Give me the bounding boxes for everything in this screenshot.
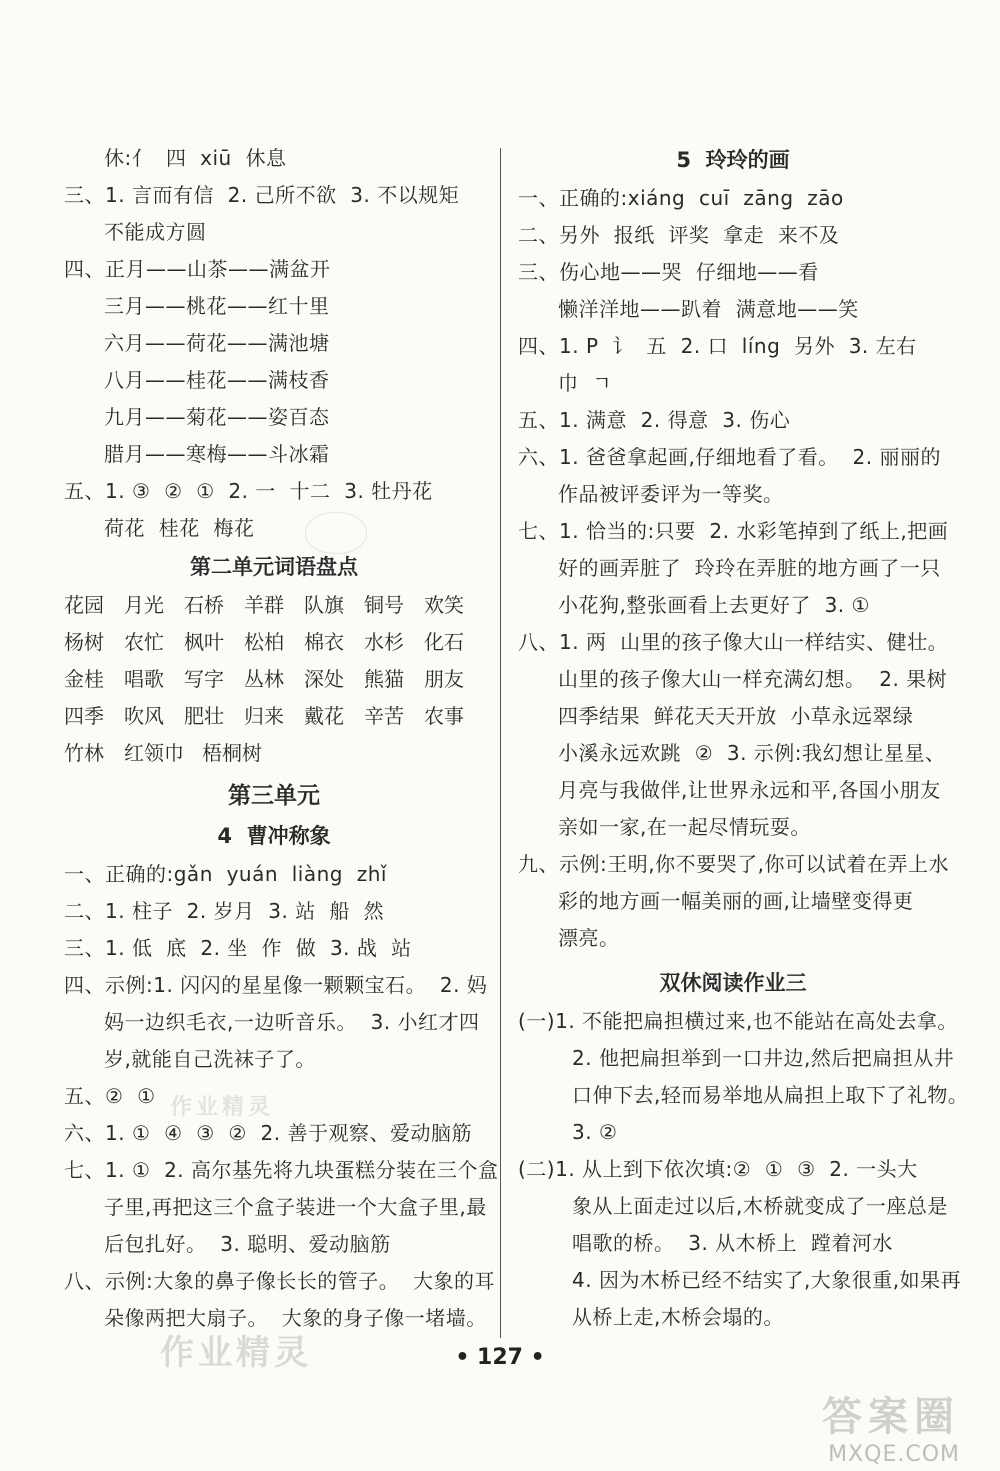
answer-line: 四、1. P 讠 五 2. 口 líng 另外 3. 左右	[518, 334, 917, 358]
answer-line: 九月——菊花——姿百态	[104, 405, 330, 429]
answer-line: 好的画弄脏了 玲玲在弄脏的地方画了一只	[558, 556, 941, 580]
vocab-word: 四季	[64, 704, 104, 728]
vocab-word: 枫叶	[184, 630, 224, 654]
answer-line: 2. 他把扁担举到一口井边,然后把扁担从井	[572, 1046, 955, 1070]
vocab-word: 朋友	[424, 667, 464, 691]
answer-line: (二)1. 从上到下依次填:② ① ③ 2. 一头大	[518, 1157, 918, 1181]
vocab-word: 金桂	[64, 667, 104, 691]
answer-line: 二、1. 柱子 2. 岁月 3. 站 船 然	[64, 899, 385, 923]
answer-line: 后包扎好。 3. 聪明、爱动脑筋	[104, 1232, 391, 1256]
vocab-word: 水杉	[364, 630, 404, 654]
answer-line: 3. ②	[572, 1120, 618, 1144]
vocab-word: 化石	[424, 630, 464, 654]
answer-line: 亲如一家,在一起尽情玩耍。	[558, 815, 811, 839]
vocab-word: 石桥	[184, 593, 224, 617]
answer-line: 口伸下去,轻而易举地从扁担上取下了礼物。	[572, 1083, 969, 1107]
page-number: • 127 •	[455, 1345, 545, 1370]
vocab-word: 辛苦	[364, 704, 404, 728]
logo-url: MXQE.COM	[828, 1442, 960, 1467]
answer-line: 漂亮。	[558, 926, 620, 950]
answer-line: 七、1. 恰当的:只要 2. 水彩笔掉到了纸上,把画	[518, 519, 949, 543]
column-divider	[500, 148, 501, 1338]
vocab-word: 农忙	[124, 630, 164, 654]
answer-line: 三、1. 低 底 2. 坐 作 做 3. 战 站	[64, 936, 412, 960]
vocab-row	[64, 735, 484, 772]
weekend-reading-heading: 双休阅读作业三	[659, 971, 807, 995]
answer-line: 唱歌的桥。 3. 从木桥上 蹚着河水	[572, 1231, 893, 1255]
watermark-logo	[780, 1385, 960, 1467]
vocab-word: 花园	[64, 593, 104, 617]
vocab-word: 铜号	[364, 593, 404, 617]
vocab-row	[64, 661, 484, 698]
vocab-word: 红领巾	[124, 741, 184, 765]
answer-line: (一)1. 不能把扁担横过来,也不能站在高处去拿。	[518, 1009, 958, 1033]
answer-line: 小溪永远欢跳 ② 3. 示例:我幻想让星星、	[558, 741, 946, 765]
vocab-word: 松柏	[244, 630, 284, 654]
answer-line: 休:亻 四 xiū 休息	[104, 146, 287, 170]
lesson5-heading: 5 玲玲的画	[676, 148, 790, 172]
answer-line: 三月——桃花——红十里	[104, 294, 330, 318]
answer-line: 九、示例:王明,你不要哭了,你可以试着在弄上水	[518, 852, 949, 876]
vocab-word: 归来	[244, 704, 284, 728]
answer-line: 作品被评委评为一等奖。	[558, 482, 784, 506]
answer-line: 五、② ①	[64, 1084, 156, 1108]
answer-line: 三、伤心地——哭 仔细地——看	[518, 260, 819, 284]
vocab-word: 丛林	[244, 667, 284, 691]
answer-line: 八月——桂花——满枝香	[104, 368, 330, 392]
answer-line: 彩的地方画一幅美丽的画,让墙壁变得更	[558, 889, 914, 913]
answer-line: 一、正确的:gǎn yuán liàng zhǐ	[64, 862, 387, 886]
watermark-stamp-small: 作业精灵	[170, 1094, 275, 1120]
vocab-row	[64, 698, 484, 735]
vocab-row	[64, 587, 484, 624]
left-answer-block	[64, 140, 484, 547]
weekend-reading-answer-block	[518, 1003, 969, 1336]
vocab-row	[64, 624, 484, 661]
answer-line: 二、另外 报纸 评奖 拿走 来不及	[518, 223, 840, 247]
answer-line: 五、1. ③ ② ① 2. 一 十二 3. 牡丹花	[64, 479, 433, 503]
vocab-table	[64, 587, 484, 772]
vocab-word: 农事	[424, 704, 464, 728]
answer-line: 岁,就能自己洗袜子了。	[104, 1047, 316, 1071]
answer-line: 四、正月——山茶——满盆开	[64, 257, 331, 281]
answer-line: 六、1. ① ④ ③ ② 2. 善于观察、爱动脑筋	[64, 1121, 472, 1145]
answer-line: 朵像两把大扇子。 大象的身子像一堵墙。	[104, 1306, 487, 1330]
answer-line: 四、示例:1. 闪闪的星星像一颗颗宝石。 2. 妈	[64, 973, 488, 997]
vocab-word: 月光	[124, 593, 164, 617]
vocab-word: 棉衣	[304, 630, 344, 654]
vocab-word: 唱歌	[124, 667, 164, 691]
vocab-word: 杨树	[64, 630, 104, 654]
answer-line: 4. 因为木桥已经不结实了,大象很重,如果再	[572, 1268, 962, 1292]
vocab-word: 熊猫	[364, 667, 404, 691]
lesson5-answer-block	[518, 180, 948, 957]
answer-line: 山里的孩子像大山一样充满幻想。 2. 果树	[558, 667, 948, 691]
answer-line: 巾 ㄱ	[558, 371, 613, 395]
answer-line: 一、正确的:xiáng cuī zāng zāo	[518, 186, 844, 210]
answer-line: 荷花 桂花 梅花	[104, 516, 255, 540]
right-column	[518, 140, 969, 1336]
logo-text: 答案圈	[822, 1393, 960, 1440]
unit3-heading: 第三单元	[228, 783, 320, 809]
answer-line: 不能成方圆	[104, 220, 207, 244]
answer-line: 子里,再把这三个盒子装进一个大盒子里,最	[104, 1195, 487, 1219]
answer-line: 六月——荷花——满池塘	[104, 331, 330, 355]
answer-line: 象从上面走过以后,木桥就变成了一座总是	[572, 1194, 948, 1218]
vocab-word: 肥壮	[184, 704, 224, 728]
left-column	[64, 140, 499, 1337]
vocab-word: 羊群	[244, 593, 284, 617]
vocab-word: 写字	[184, 667, 224, 691]
vocab-word: 梧桐树	[202, 741, 262, 765]
vocab-word: 队旗	[304, 593, 344, 617]
lesson4-heading: 4 曹冲称象	[217, 824, 331, 848]
vocab-word: 欢笑	[424, 593, 464, 617]
vocab-word: 吹风	[124, 704, 164, 728]
answer-line: 五、1. 满意 2. 得意 3. 伤心	[518, 408, 791, 432]
answer-line: 四季结果 鲜花天天开放 小草永远翠绿	[558, 704, 914, 728]
answer-line: 懒洋洋地——趴着 满意地——笑	[558, 297, 859, 321]
vocab-word: 深处	[304, 667, 344, 691]
vocab-word: 竹林	[64, 741, 104, 765]
answer-line: 六、1. 爸爸拿起画,仔细地看了看。 2. 丽丽的	[518, 445, 941, 469]
answer-line: 三、1. 言而有信 2. 己所不欲 3. 不以规矩	[64, 183, 460, 207]
answer-line: 小花狗,整张画看上去更好了 3. ①	[558, 593, 870, 617]
answer-line: 腊月——寒梅——斗冰霜	[104, 442, 330, 466]
unit2-vocab-heading: 第二单元词语盘点	[190, 555, 358, 579]
watermark-stamp: 作业精灵	[160, 1333, 312, 1373]
vocab-word: 戴花	[304, 704, 344, 728]
answer-line: 八、1. 两 山里的孩子像大山一样结实、健壮。	[518, 630, 949, 654]
answer-line: 八、示例:大象的鼻子像长长的管子。 大象的耳	[64, 1269, 495, 1293]
answer-line: 月亮与我做伴,让世界永远和平,各国小朋友	[558, 778, 941, 802]
answer-line: 七、1. ① 2. 高尔基先将九块蛋糕分装在三个盒	[64, 1158, 499, 1182]
faint-seal-stamp	[305, 512, 367, 554]
answer-line: 从桥上走,木桥会塌的。	[572, 1305, 784, 1329]
answer-line: 妈一边织毛衣,一边听音乐。 3. 小红才四	[104, 1010, 480, 1034]
